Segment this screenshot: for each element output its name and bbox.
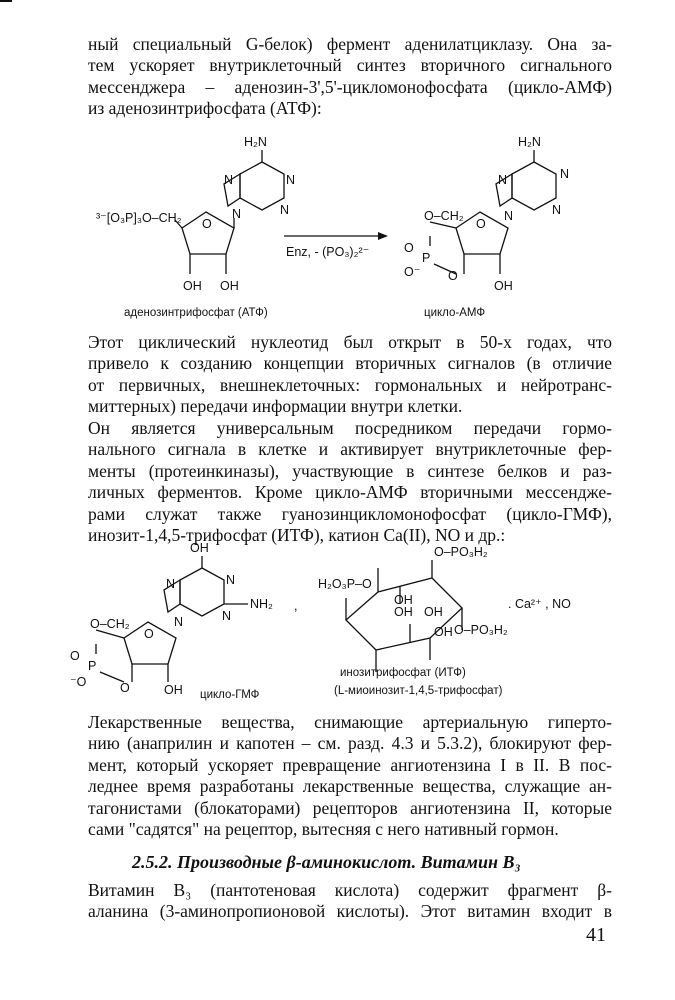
atp-amine-label: H₂N bbox=[244, 135, 267, 149]
camp-adenine bbox=[496, 135, 569, 223]
text-line: Лекарственные вещества, снимающие артериальную гиперто- bbox=[88, 712, 612, 732]
text-line: из аденозинтрифосфата (АТФ): bbox=[88, 98, 322, 119]
camp-oh-label: OH bbox=[494, 279, 513, 293]
text-line: Витамин B₃ (пантотеновая кислота) содержит фрагмент β- bbox=[88, 880, 612, 900]
cgmp-n-label: N bbox=[166, 577, 176, 591]
text-line: мессенджера – аденозин-3',5'-цикломонофосфата (цикло-АМФ) bbox=[88, 76, 612, 97]
itf-phosphate-label: O–PO₃H₂ bbox=[434, 545, 488, 559]
atp-ring-o-label: O bbox=[202, 217, 212, 231]
itf-oh-label: OH bbox=[424, 605, 443, 619]
paragraph-5 bbox=[88, 880, 612, 923]
cgmp-ribose bbox=[70, 617, 183, 697]
itf-caption: инозитрифосфат (ИТФ) bbox=[340, 667, 466, 679]
camp-o-label: O bbox=[404, 241, 414, 255]
itf-phosphate-label: H₂O₃P–O bbox=[318, 577, 372, 591]
cgmp-o-label: O bbox=[70, 649, 80, 663]
cgmp-caption: цикло-ГМФ bbox=[200, 689, 260, 701]
cgmp-ch2-label: O–CH₂ bbox=[90, 617, 130, 631]
atp-n-label: N bbox=[286, 173, 296, 187]
camp-amine-label: H₂N bbox=[518, 135, 541, 149]
reaction-label: Enz, - (PO₃)₂²⁻ bbox=[286, 245, 370, 259]
page-number: 41 bbox=[586, 924, 606, 946]
text-line: менты (протеинкиназы), участвующие в синтезе белков и раз- bbox=[88, 460, 612, 481]
atp-oh-label: OH bbox=[220, 279, 239, 293]
second-messengers-figure bbox=[0, 538, 675, 706]
text-line: нального сигнала в клетке и активирует внутриклеточные фер- bbox=[88, 439, 612, 460]
camp-ribose bbox=[404, 209, 513, 293]
camp-n-label: N bbox=[560, 167, 570, 181]
section-heading: 2.5.2. Производные β-аминокислот. Витамин B₃ bbox=[132, 852, 521, 872]
cgmp-o-minus-label: ⁻O bbox=[70, 675, 87, 689]
itf-oh-label: OH bbox=[394, 593, 413, 607]
cgmp-comma: , bbox=[294, 599, 298, 613]
atp-camp-figure bbox=[0, 132, 675, 322]
paragraph-1 bbox=[88, 34, 612, 120]
cgmp-n-label: N bbox=[226, 573, 236, 587]
camp-caption: цикло-АМФ bbox=[424, 307, 486, 319]
camp-n-label: N bbox=[498, 173, 508, 187]
cgmp-n-label: N bbox=[174, 615, 184, 629]
cgmp-ring-o-label: O bbox=[144, 627, 154, 641]
camp-p-label: P bbox=[422, 251, 431, 265]
text-line: тагонистами (блокаторами) рецепторов ангиотензина II, которые bbox=[88, 797, 612, 818]
calcium-no-label: . Ca²⁺ , NO bbox=[508, 597, 571, 611]
itf-oh-label: OH bbox=[394, 605, 413, 619]
text-line: инозит-1,4,5-трифосфат (ИТФ), катион Ca(II), NO и др.: bbox=[88, 525, 506, 546]
text-line: ный специальный G-белок) фермент аденилатциклазу. Она за- bbox=[88, 34, 612, 54]
text-line: леднее время разработаны лекарственные вещества, служащие ан- bbox=[88, 776, 612, 797]
atp-n-label: N bbox=[280, 203, 290, 217]
cgmp-oh-label: OH bbox=[164, 683, 183, 697]
atp-ribose bbox=[96, 211, 239, 293]
cgmp-amine-label: NH₂ bbox=[250, 597, 273, 611]
atp-caption: аденозинтрифосфат (АТФ) bbox=[124, 307, 268, 319]
camp-o-minus-label: O⁻ bbox=[404, 265, 421, 279]
cgmp-p-label: P bbox=[88, 659, 97, 673]
camp-ch2-label: O–CH₂ bbox=[424, 209, 464, 223]
atp-n-label: N bbox=[232, 207, 242, 221]
itf-inositol bbox=[318, 545, 508, 672]
cgmp-guanine bbox=[164, 541, 297, 629]
camp-o-label: O bbox=[448, 269, 458, 283]
text-line: миттерных) передачи информации внутри клетки. bbox=[88, 396, 463, 417]
camp-n-label: N bbox=[504, 209, 514, 223]
text-line: личных ферментов. Кроме цикло-АМФ вторичными мессендже- bbox=[88, 482, 612, 503]
camp-n-label: N bbox=[552, 203, 562, 217]
cgmp-oh-label: OH bbox=[190, 541, 209, 555]
atp-n-label: N bbox=[224, 173, 234, 187]
text-line: от первичных, внешнеклеточных: гормональных и нейротранс- bbox=[88, 374, 612, 395]
camp-ring-o-label: O bbox=[476, 217, 486, 231]
atp-oh-label: OH bbox=[183, 279, 202, 293]
text-line: мент, который ускоряет превращение ангиотензина I в II. В пос- bbox=[88, 754, 612, 775]
text-line: Этот циклический нуклеотид был открыт в 50-х годах, что bbox=[88, 332, 612, 352]
itf-phosphate-label: O–PO₃H₂ bbox=[454, 623, 508, 637]
cgmp-n-label: N bbox=[222, 609, 232, 623]
text-line: привело к созданию концепции вторичных сигналов (в отличие bbox=[88, 353, 612, 374]
atp-triphosphate-label: ³⁻[O₃P]₃O–CH₂ bbox=[96, 211, 182, 225]
cgmp-o-label: O bbox=[120, 681, 130, 695]
text-line: Он является универсальным посредником передачи гормо- bbox=[88, 418, 612, 438]
text-line: рами служат также гуанозинцикломонофосфат (цикло-ГМФ), bbox=[88, 503, 612, 524]
paragraph-3 bbox=[88, 418, 612, 546]
text-line: аланина (3-аминопропионовой кислоты). Этот витамин входит в bbox=[88, 901, 612, 922]
reaction-arrow bbox=[284, 232, 388, 259]
text-line: нию (анаприлин и капотен – см. разд. 4.3 и 5.3.2), блокируют фер- bbox=[88, 733, 612, 754]
paragraph-4 bbox=[88, 712, 612, 840]
text-line: сами "садятся" на рецептор, вытесняя с него нативный гормон. bbox=[88, 819, 559, 840]
text-line: тем ускоряет внутриклеточный синтез вторичного сигнального bbox=[88, 55, 612, 76]
paragraph-2 bbox=[88, 332, 612, 418]
itf-caption-systematic: (L-миоинозит-1,4,5-трифосфат) bbox=[334, 685, 503, 697]
atp-adenine bbox=[224, 135, 295, 221]
itf-oh-label: OH bbox=[434, 625, 453, 639]
top-rule bbox=[0, 0, 12, 2]
